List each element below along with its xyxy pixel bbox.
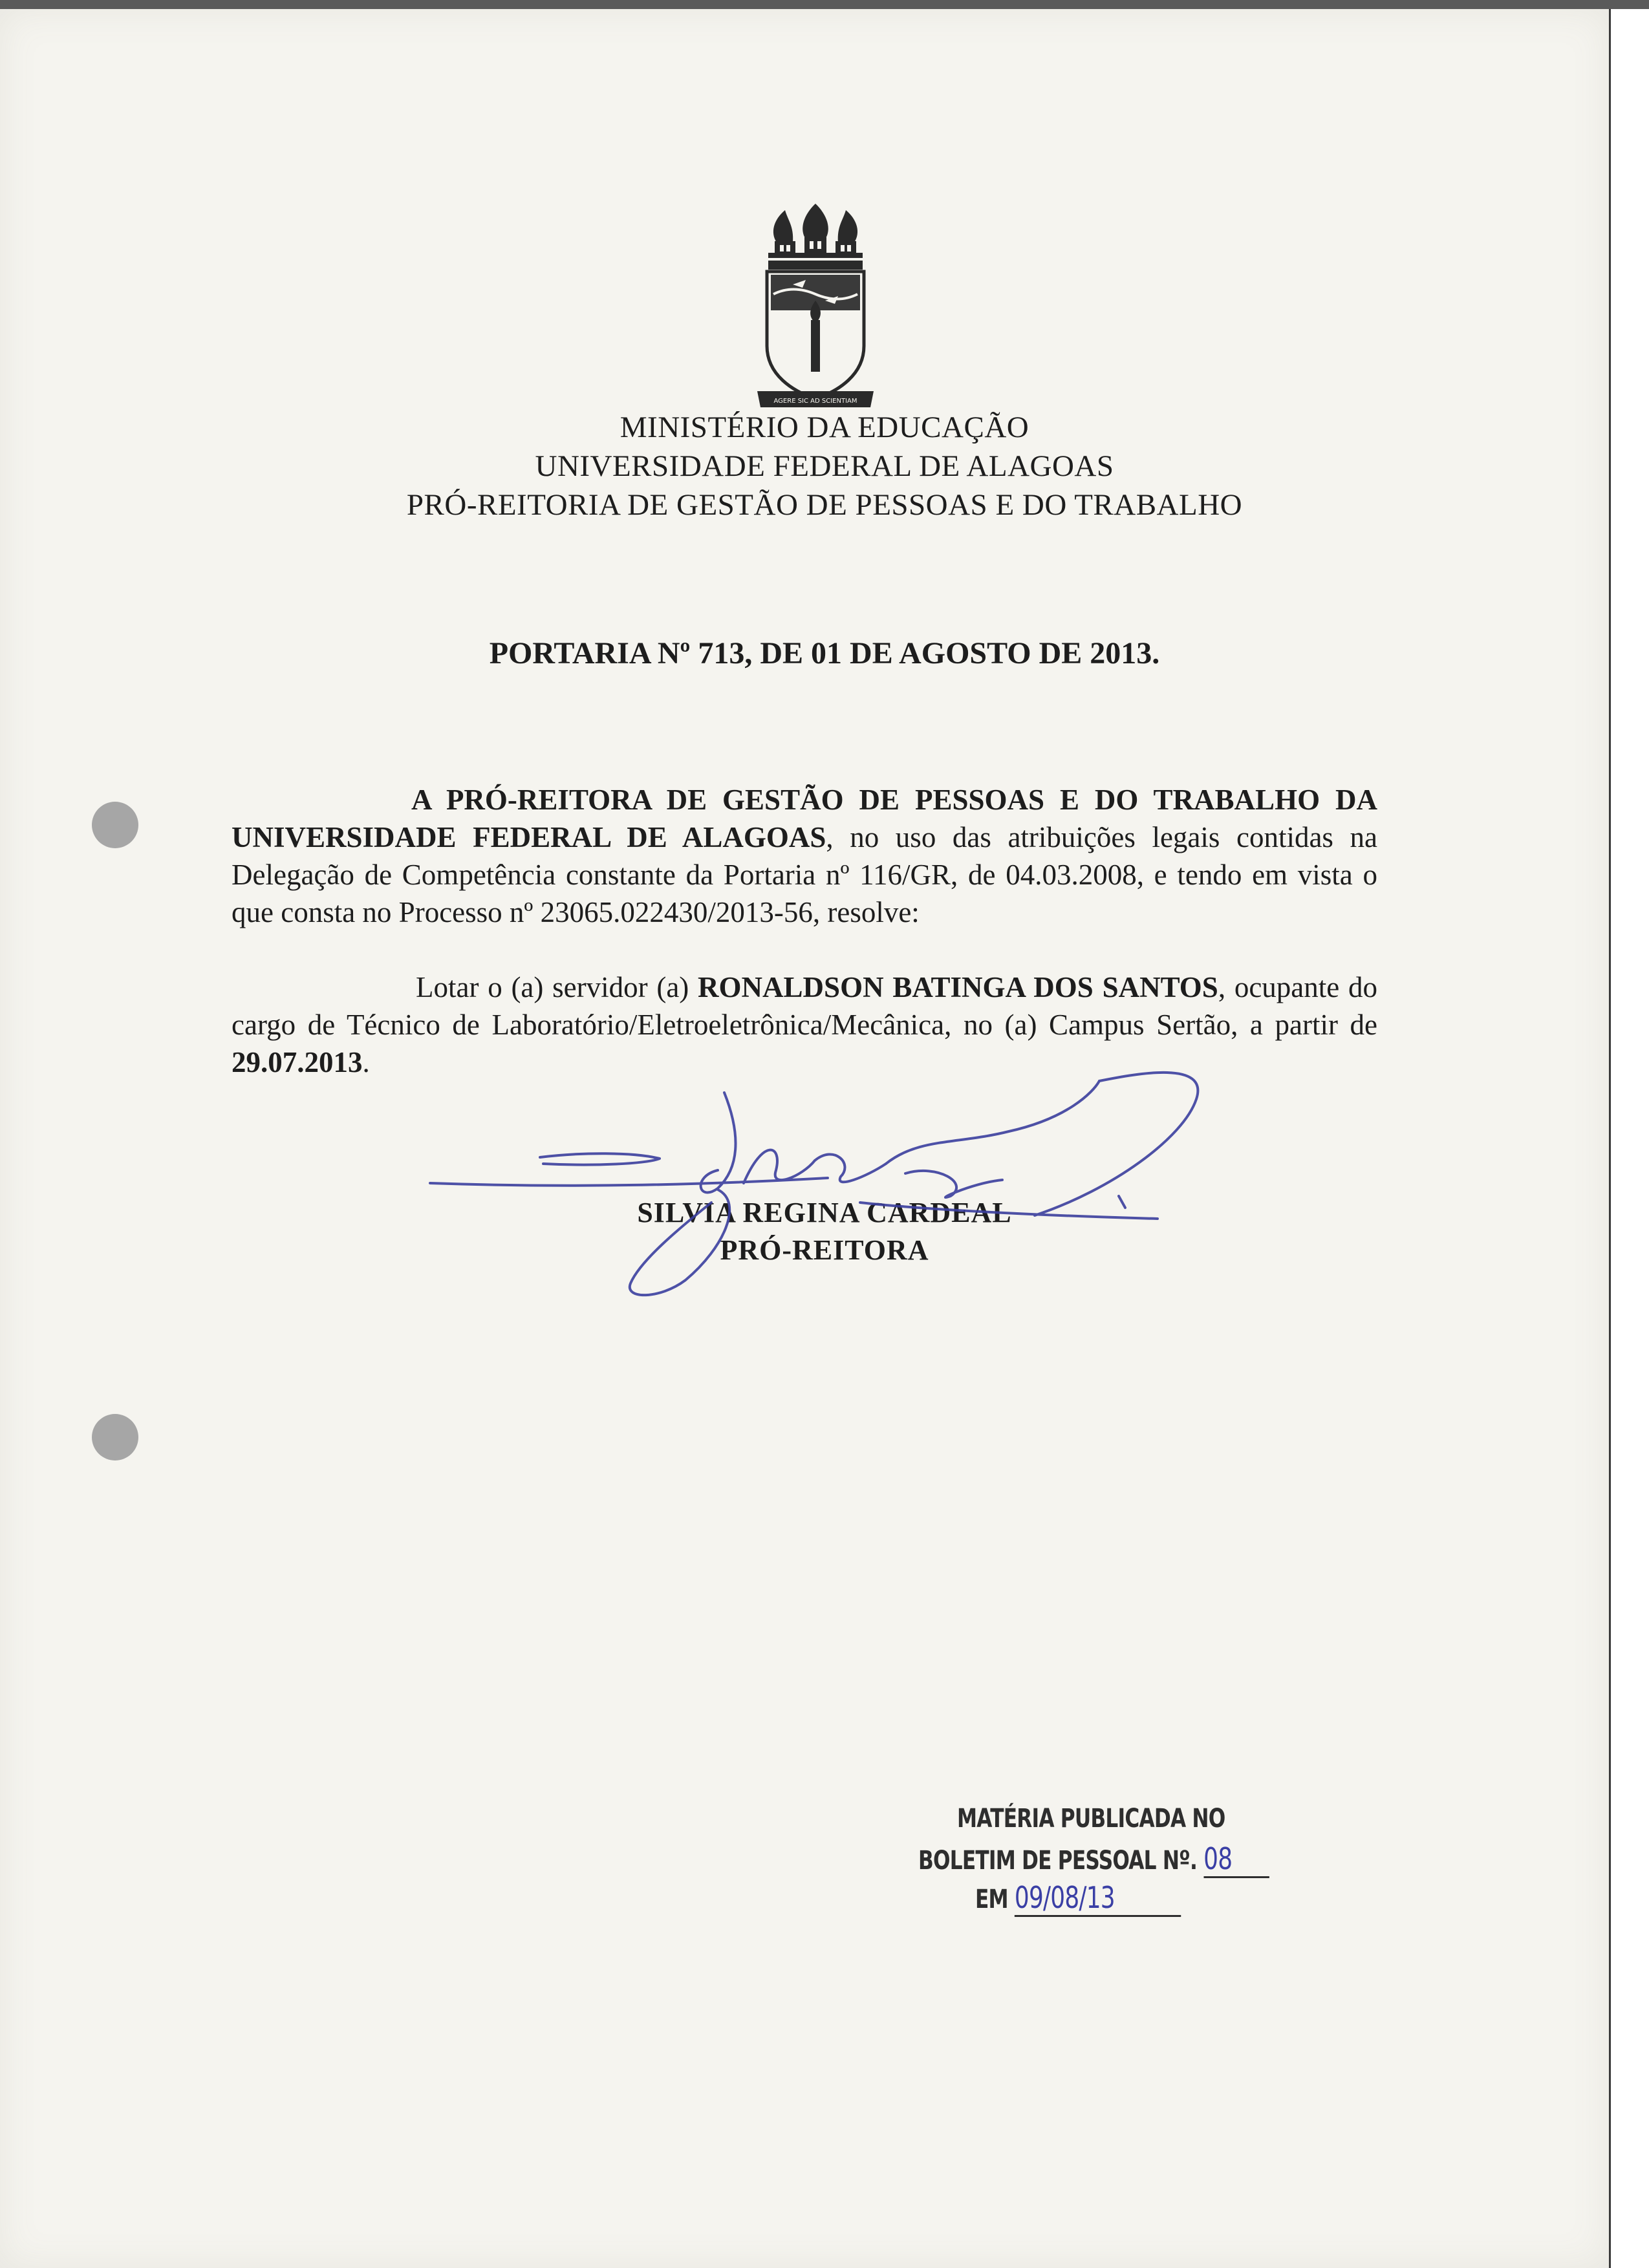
punch-hole-bottom (92, 1414, 138, 1460)
paragraph-resolution-text: , no uso das atribuições legais contidas na Delegação de Competência constante da Portaria nº 116/GR, de 04.03.2008, e tendo em vista o que consta no Processo nº 23065.022430/2013-56, resolve: (232, 821, 1377, 928)
ministry-heading: MINISTÉRIO DA EDUCAÇÃO (620, 411, 1029, 444)
scan-margin (1611, 9, 1649, 2268)
punch-hole-top (92, 802, 138, 848)
publication-stamp (918, 1804, 1280, 1940)
university-heading: UNIVERSIDADE FEDERAL DE ALAGOAS (535, 449, 1114, 483)
signatory-role: PRÓ-REITORA (720, 1234, 929, 1266)
stamp-bulletin-label: BOLETIM DE PESSOAL Nº. (918, 1846, 1198, 1876)
crest-motto: AGERE SIC AD SCIENTIAM (773, 398, 857, 405)
employee-name: RONALDSON BATINGA DOS SANTOS (698, 971, 1218, 1003)
assignment-details: , ocupante do cargo de Técnico de Laboratório/Eletroeletrônica/Mecânica, no (a) Campus Sertão, a partir de (232, 971, 1377, 1041)
stamp-bulletin-number-field (1203, 1841, 1269, 1878)
document-title: PORTARIA Nº 713, DE 01 DE AGOSTO DE 2013. (489, 636, 1160, 670)
assignment-lead: Lotar o (a) servidor (a) (416, 971, 698, 1003)
assignment-end: . (362, 1046, 370, 1078)
stamp-line-bulletin (918, 1841, 1269, 1878)
paragraph-resolution (232, 781, 1377, 931)
stamp-line-published: MATÉRIA PUBLICADA NO (957, 1804, 1225, 1834)
effective-date: 29.07.2013 (232, 1046, 363, 1078)
publication-date: 09/08/13 (1014, 1880, 1115, 1915)
university-crest-icon (754, 197, 877, 411)
scan-top-edge (0, 0, 1649, 9)
stamp-date-field (1015, 1880, 1181, 1917)
paragraph-assignment (232, 968, 1377, 1081)
signatory-name: SILVIA REGINA CARDEAL (637, 1197, 1012, 1228)
office-heading: PRÓ-REITORIA DE GESTÃO DE PESSOAS E DO TRABALHO (406, 488, 1243, 522)
bulletin-number: 08 (1203, 1841, 1233, 1876)
stamp-date-label: EM (975, 1885, 1008, 1914)
stamp-line-date (975, 1880, 1181, 1917)
authority-name: A PRÓ-REITORA DE GESTÃO DE PESSOAS E DO TRABALHO DA UNIVERSIDADE FEDERAL DE ALAGOAS (232, 784, 1377, 853)
